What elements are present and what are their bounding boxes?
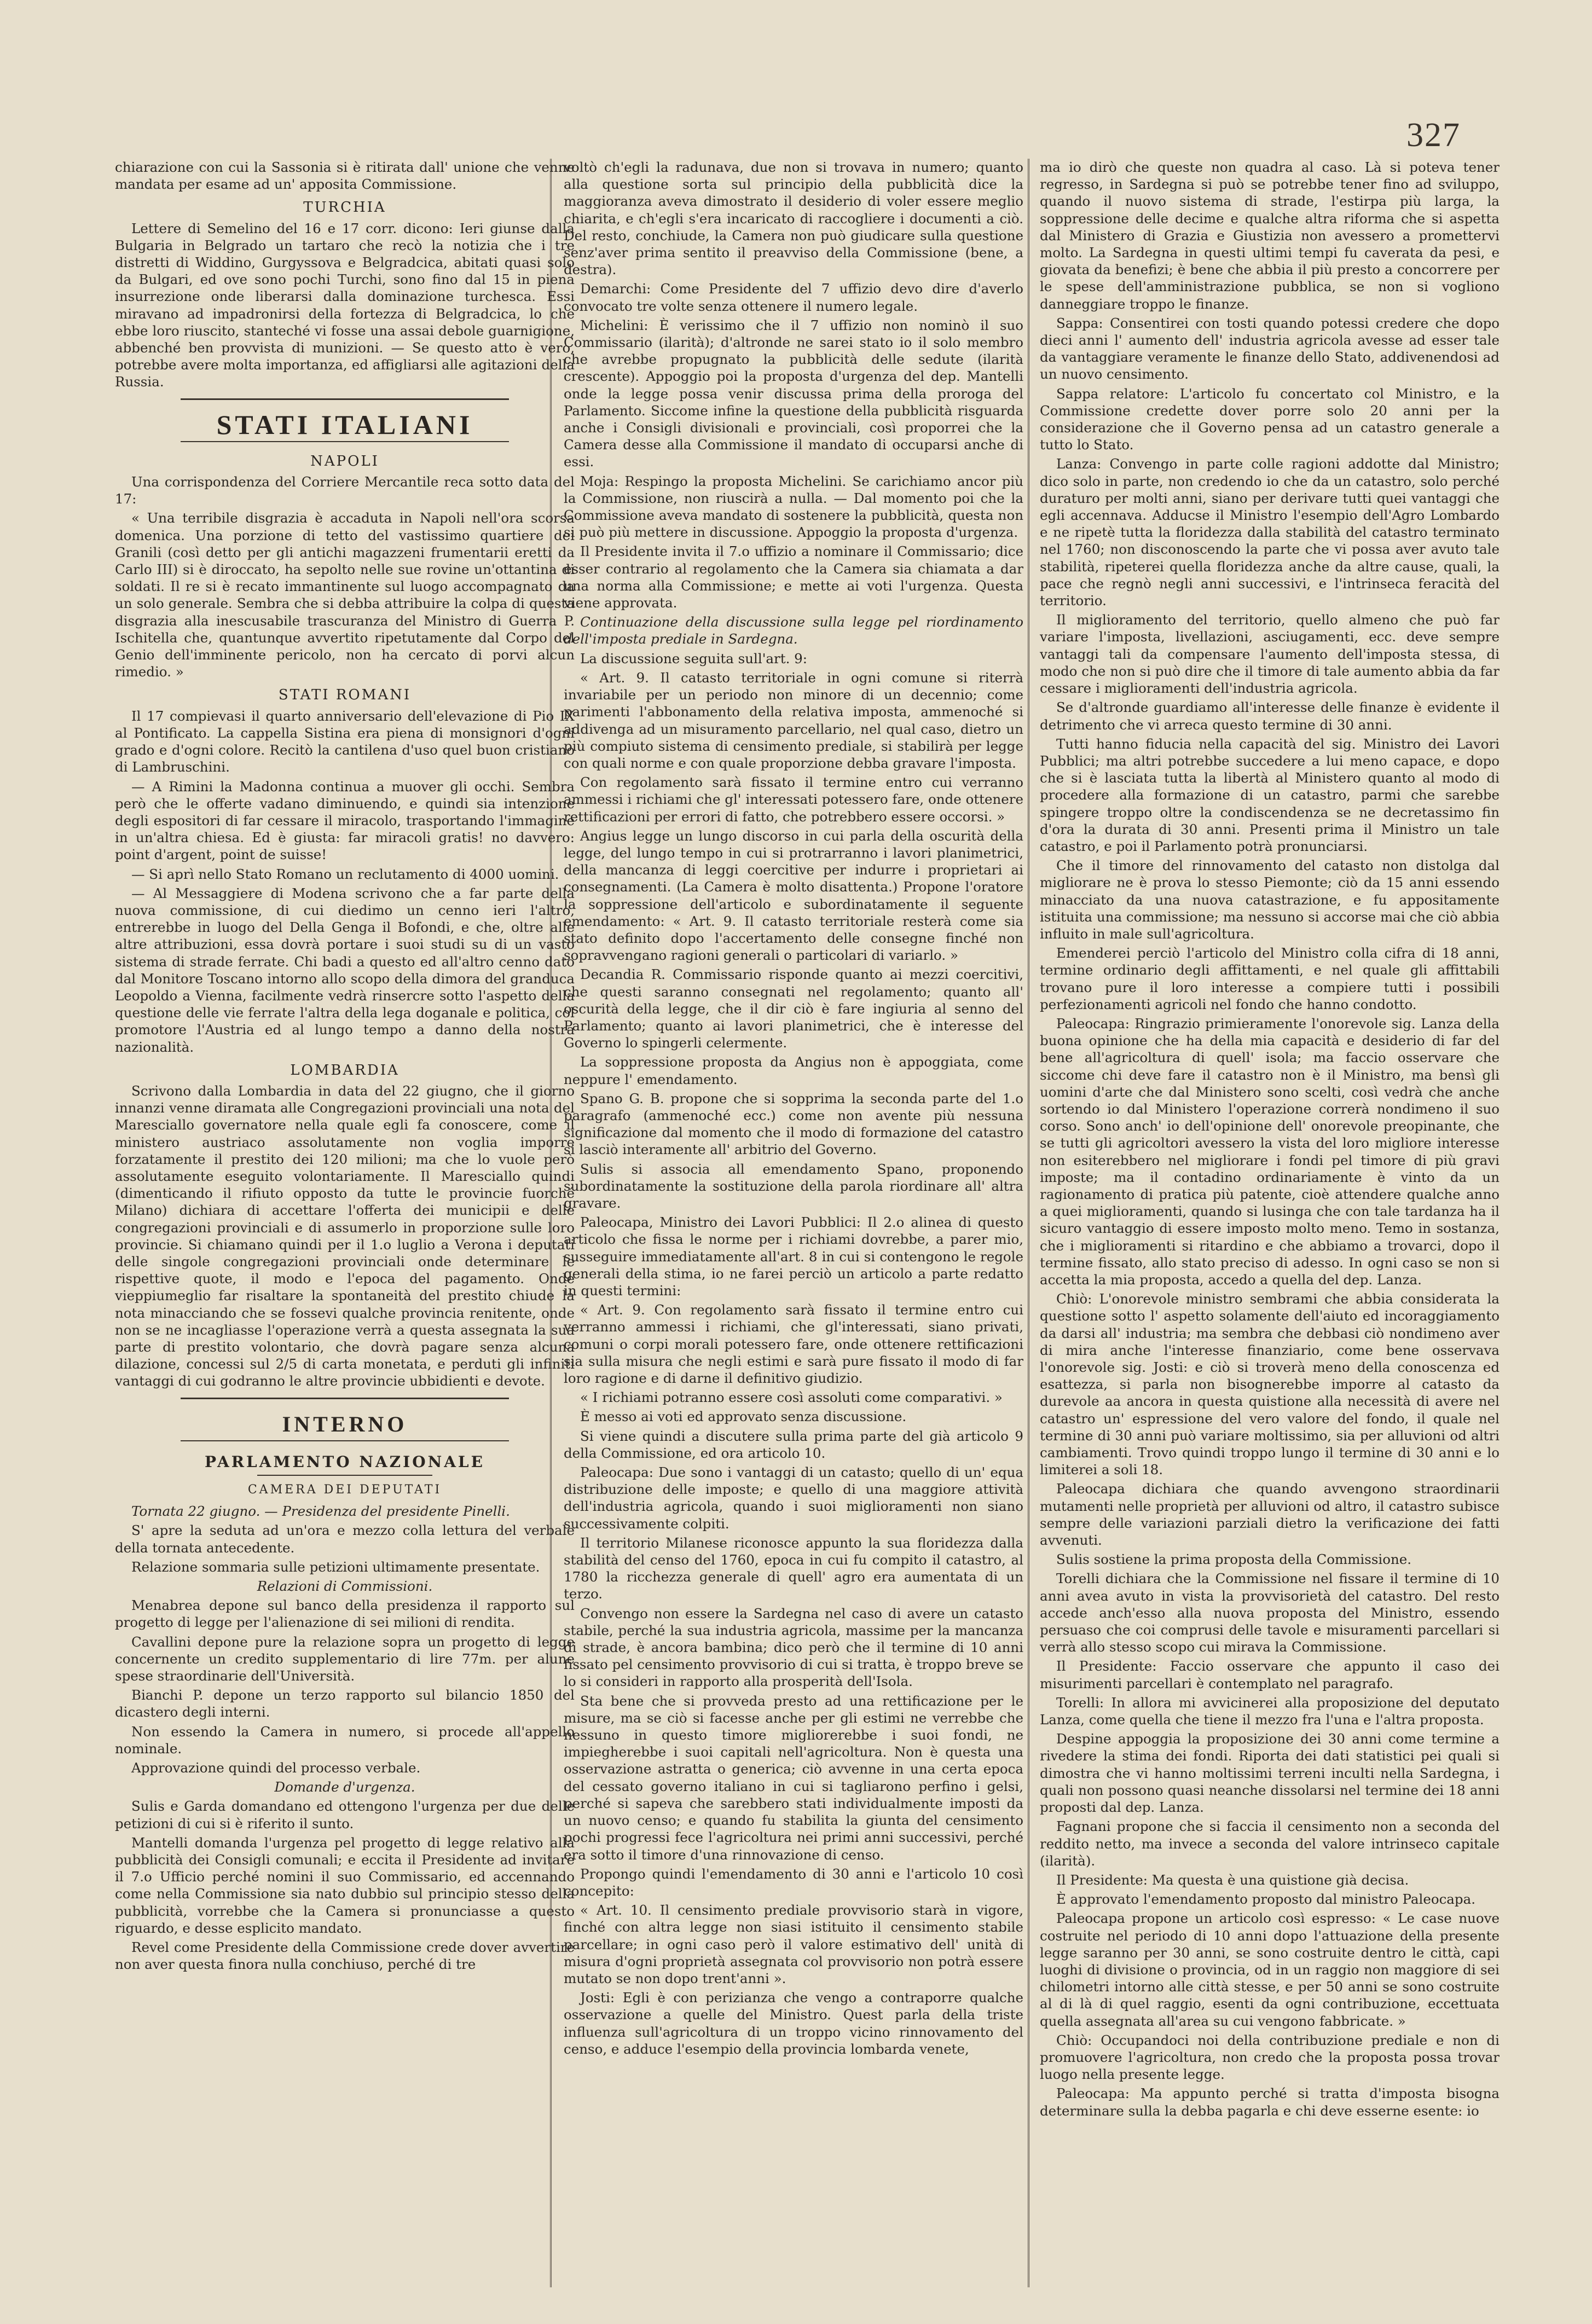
paragraph: — Si aprì nello Stato Romano un reclutamento di 4000 uomini.: [131, 866, 559, 882]
page-number: 327: [1406, 117, 1461, 154]
paragraph: Bianchi P. depone un terzo rapporto sul bilancio 1850 del dicastero degli interni.: [115, 1687, 575, 1720]
paragraph: Moja: Respingo la proposta Michelini. Se carichiamo ancor più la Commissione, non riuscirà a nulla. — Dal momento poi che la Commissione aveva mandato di sostenere la pubblicità, questa non si può più mettere in discussione. Appoggio la proposta d'urgenza.: [564, 473, 1023, 541]
paragraph: Paleocapa dichiara che quando avvengono straordinarii mutamenti nelle proprietà per alluvioni od altro, il catastro subisce sempre delle variazioni parziali dietro la verificazione dei fatti avvenuti.: [1040, 1481, 1500, 1549]
paragraph: Chiò: Occupandoci noi della contribuzione prediale e non di promuovere l'agricoltura, non credo che la proposta possa trovar luogo nella presente legge.: [1040, 2032, 1500, 2083]
column-2: [564, 159, 1023, 2060]
paragraph: Josti: Egli è con perizianza che vengo a contraporre qualche osservazione a quelle del Ministro. Quest parla della triste influenza sull'agricoltura di un troppo vicino rinnovamento del censo, e adduce l'esempio della provincia lombarda venete,: [564, 1990, 1023, 2057]
subheading: Relazioni di Commissioni.: [257, 1578, 433, 1595]
paragraph: Sta bene che si provveda presto ad una rettificazione per le misure, ma se ciò si facesse anche per gli estimi ne verrebbe che nessuno in questo timore migliorerebbe i suoi fondi, ne impiegherebbe i suoi capitali nell'agricoltura. Non è questa una osservazione astratta o generica; ciò avvenne in una certa epoca del cessato governo italiano in cui si tagliarono perfino i gelsi, perché si sapeva che sarebbero stati individualmente imposti da un nuovo censo; e quando fu stabilita la giunta del censimento pochi progressi fece l'agricoltura nei primi anni successivi, perché era sotto il timore d'una rinnovazione di censo.: [564, 1693, 1023, 1863]
divider: [257, 1475, 432, 1476]
divider: [181, 1440, 509, 1441]
subheading: Domande d'urgenza.: [274, 1779, 415, 1795]
paragraph: Torelli dichiara che la Commissione nel fissare il termine di 10 anni avea avuto in vista la provvisorietà del catastro. Del resto accede anch'esso alla nuova proposta del Ministro, essendo persuaso che coi comprusi delle tavole e misuramenti parcellari si verrà allo stesso scopo cui mirava la Commissione.: [1040, 1570, 1500, 1655]
paragraph: Lettere di Semelino del 16 e 17 corr. dicono: Ieri giunse dalla Bulgaria in Belgrado un tartaro che recò la notizia che i tre distretti di Widdino, Gurgyssova e Belgradcica, abitati quasi solo da Bulgari, ed ove sono pochi Turchi, sono fino dal 15 in piena insurrezione onde liberarsi dalla dominazione turchesca. Essi miravano ad impadronirsi della fortezza di Belgradcica, lo che ebbe loro riuscito, stanteché vi fosse una assai debole guarnigione, abbenché ben provvista di munizioni. — Se questo atto è vero, potrebbe avere molta importanza, ed affigliarsi alle agitazioni della Russia.: [115, 220, 575, 390]
paragraph: Sulis e Garda domandano ed ottengono l'urgenza per due delle petizioni di cui si è riferito il sunto.: [115, 1798, 575, 1832]
subheading: Continuazione della discussione sulla legge pel riordinamento dell'imposta prediale in Sardegna.: [564, 614, 1023, 647]
paragraph: Lanza: Convengo in parte colle ragioni addotte dal Ministro; dico solo in parte, non credendo io che da un catastro, solo perché duraturo per molti anni, siano per derivare tutti quei vantaggi che egli accennava. Adducse il Ministro l'esempio dell'Agro Lombardo e ne ripetè tutta la floridezza dalla stabilità del catastro terminato nel 1760; non disconoscendo la parte che vi possa aver avuto tale stabilità, ripeterei quella floridezza anche da altre cause, quali, la pace che regnò negli anni successivi, e l'intrinseca feracità del territorio.: [1040, 456, 1500, 609]
paragraph: « Art. 9. Con regolamento sarà fissato il termine entro cui verranno ammessi i richiami, che gl'interessati, siano privati, comuni o corpi morali potessero fare, onde ottenere rettificazioni sia sulla misura che negli estimi e sarà pure fissato il modo di far loro ragione e di darne il definitivo giudizio.: [564, 1302, 1023, 1387]
paragraph: Revel come Presidente della Commissione crede dover avvertire non aver questa finora nulla conchiuso, perché di tre: [115, 1939, 575, 1973]
section-heading-turchia: TURCHIA: [303, 199, 386, 216]
divider: [181, 441, 509, 442]
paragraph: S' apre la seduta ad un'ora e mezzo colla lettura del verbale della tornata antecedente.: [115, 1522, 575, 1556]
paragraph: Cavallini depone pure la relazione sopra un progetto di legge concernente un credito supplementario di lire 77m. per alune spese straordinarie dell'Università.: [115, 1633, 575, 1684]
paragraph: voltò ch'egli la radunava, due non si trovava in numero; quanto alla questione sorta sul principio della pubblicità dice la maggioranza aveva dimostrato il desiderio di voler essere meglio chiarita, e ch'egli s'era incaricato di raccogliere i documenti a ciò. Del resto, conchiude, la Camera non può giudicare sulla questione senz'aver prima sentito il preavviso della Commissione (bene, a destra).: [564, 159, 1023, 278]
paragraph: Approvazione quindi del processo verbale.: [131, 1760, 421, 1776]
paragraph: Paleocapa propone un articolo così espresso: « Le case nuove costruite nel periodo di 10 anni dopo l'attuazione della presente legge saranno per 30 anni, se sono costruite dentro le città, capi luoghi di divisione o provincia, od in un raggio non maggiore di sei chilometri intorno alle città stesse, e per 50 anni se sono costruite al di là di quel raggio, esenti da ogni contribuzione, eccettuata quella assegnata all'area su cui vengono fabbricate. »: [1040, 1910, 1500, 2029]
section-heading-lombardia: LOMBARDIA: [290, 1062, 400, 1079]
paragraph: Sulis si associa all emendamento Spano, proponendo subordinatamente la sostituzione della parola riordinare all' altra gravare.: [564, 1161, 1023, 1211]
paragraph: Scrivono dalla Lombardia in data del 22 giugno, che il giorno innanzi venne diramata alle Congregazioni provinciali una nota del Maresciallo governatore nella quale egli fa conoscere, come il ministero austriaco assolutamente non voglia imporre forzatamente il prestito dei 120 milioni; ma che lo vuole però assolutamente eseguito volontariamente. Il Maresciallo quindi (dimenticando il rifiuto opposto da tutte le provincie fuorché Milano) dichiara di accettare l'offerta dei municipii e delle congregazioni provinciali e di assumerlo in proporzione sulle loro provincie. Si chiamano quindi per il 1.o luglio a Verona i deputati delle singole congregazioni provinciali onde determinare le rispettive quote, il modo e l'epoca del pagamento. Onde vieppiumeglio far risaltare la spontaneità del prestito chiude la nota minacciando che se fossevi qualche provincia renitente, onde non se ne incagliasse l'operazione verrà a questa assegnata la sua parte di prestito volontario, che dovrà pagare senza alcuna dilazione, concessi sul 2/5 di carta monetata, e perduti gli infiniti vantaggi di cui godranno le altre provincie ubbidienti e devote.: [115, 1082, 575, 1389]
paragraph: È approvato l'emendamento proposto dal ministro Paleocapa.: [1056, 1891, 1475, 1908]
session-line: Tornata 22 giugno. — Presidenza del presidente Pinelli.: [131, 1503, 510, 1520]
paragraph: Michelini: È verissimo che il 7 uffizio non nominò il suo Commissario (ilarità); d'altronde ne sarei stato io il solo membro che avrebbe propugnato la pubblicità delle sedute (ilarità crescente). Appoggio poi la proposta d'urgenza del dep. Mantelli onde la legge possa venir discussa prima della proroga del Parlamento. Siccome infine la questione della pubblicità risguarda anche i Consigli divisionali e provinciali, così proporrei che la Camera desse alla Commissione il mandato di occuparsi anche di essi.: [564, 317, 1023, 470]
paragraph: Menabrea depone sul banco della presidenza il rapporto sul progetto di legge per l'alienazione di sei milioni di rendita.: [115, 1597, 575, 1631]
paragraph: Paleocapa: Due sono i vantaggi di un catasto; quello di un' equa distribuzione delle imposte; e quello di una maggiore attività dell'industria agricola, quando i suoi miglioramenti non siano successivamente colpiti.: [564, 1464, 1023, 1532]
paragraph: Mantelli domanda l'urgenza pel progetto di legge relativo alla pubblicità dei Consigli comunali; e eccita il Presidente ad invitare il 7.o Ufficio perché nomini il suo Commissario, ed accennando come nella Commissione sia nato dubbio sul principio stesso della pubblicità, vorrebbe che la Camera si pronunciasse a questo riguardo, e desse esplicito mandato.: [115, 1834, 575, 1936]
paragraph: Paleocapa: Ma appunto perché si tratta d'imposta bisogna determinare sulla la debba pagarla e chi deve esserne esente: io: [1040, 2085, 1500, 2119]
paragraph: È messo ai voti ed approvato senza discussione.: [580, 1409, 907, 1425]
paragraph: Il miglioramento del territorio, quello almeno che può far variare l'imposta, livellazioni, asciugamenti, ecc. deve sempre vantaggi tali da compensare l'aumento dell'imposta stessa, di modo che non si può dire che il timore di tale aumento abbia da far cessare i miglioramenti dell'industria agricola.: [1040, 612, 1500, 697]
paragraph: Despine appoggia la proposizione dei 30 anni come termine a rivedere la stima dei fondi. Riporta dei dati statistici pei quali si dimostra che vi hanno moltissimi terreni inculti nella Sardegna, i quali non possono quasi neanche dissolarsi nel termine dei 18 anni proposti dal dep. Lanza.: [1040, 1731, 1500, 1816]
paragraph: Paleocapa: Ringrazio primieramente l'onorevole sig. Lanza della buona opinione che ha della mia capacità e desiderio di far del bene all'agricoltura di quell' isola; ma faccio osservare che siccome chi deve fare il catastro non è il Ministro, ma bensì gli uomini d'arte che dal Ministero sono scelti, così vedrà che anche sortendo io dal Ministero l'operazione correrà nondimeno il suo corso. Sono anch' io dell'opinione dell' onorevole preopinante, che se tutti gli agricoltori avessero la vista del loro migliore interesse non esiterebbero nel migliorare i fondi pel timore di più gravi imposte; ma il contadino ordinariamente è vinto da un ragionamento di pratica più patente, cioè attendere qualche anno a quei miglioramenti, quando si lusinga che con tale tardanza ha il sicuro vantaggio di essere imposto molto meno. Temo in sostanza, che i miglioramenti si ritardino e che abbiamo a trovarci, dopo il termine fissato, allo stato preciso di adesso. In ogni caso se non si accetta la mia proposta, accedo a quella del dep. Lanza.: [1040, 1015, 1500, 1288]
paragraph: Convengo non essere la Sardegna nel caso di avere un catasto stabile, perché la sua industria agricola, massime per la mancanza di strade, è ancora bambina; dico però che il termine di 10 anni fissato pel censimento provvisorio di cui si tratta, è troppo breve se lo si consideri in rapporto alla prosperità dell'Isola.: [564, 1605, 1023, 1690]
divider: [181, 398, 509, 400]
headline-interno: INTERNO: [282, 1411, 408, 1436]
paragraph: — Al Messaggiere di Modena scrivono che a far parte della nuova commissione, di cui diedimo un cenno ieri l'altro, entrerebbe in luogo del Della Genga il Bofondi, e che, oltre alle altre attribuzioni, essa dovrà portare i suoi studi su di un vasto sistema di strade ferrate. Chi badi a questo ed all'altro cenno dato dal Monitore Toscano intorno allo scopo della dimora del granduca Leopoldo a Vienna, facilmente vedrà rinsercre sotto l'aspetto della questione delle vie ferrate l'altra della lega doganale e politica, col promotore l'Austria ed al lungo tempo a danno della nostra nazionalità.: [115, 885, 575, 1055]
paragraph: Con regolamento sarà fissato il termine entro cui verranno ammessi i richiami che gl' interessati potessero fare, onde ottenere rettificazioni per errori di fatto, che potrebbero essere occorsi. »: [564, 774, 1023, 825]
paragraph: Il Presidente: Ma questa è una quistione già decisa.: [1056, 1871, 1409, 1888]
section-heading-stati-romani: STATI ROMANI: [278, 687, 412, 704]
paragraph: Tutti hanno fiducia nella capacità del sig. Ministro dei Lavori Pubblici; ma altri potrebbe succedere a lui meno capace, e dopo che si è lasciata tutta la libertà al Ministero quanto al modo di procedere alla formazione di un catastro, parmi che sarebbe spingere troppo oltre la condiscendenza se ne decretassimo fin d'ora la durata di 30 anni. Presenti prima il Ministro un tale catastro, e poi il Parlamento potrà pronunciarsi.: [1040, 735, 1500, 854]
paragraph: Il Presidente: Faccio osservare che appunto il caso dei misurimenti parcellari è contemplato nel paragrafo.: [1040, 1658, 1500, 1691]
paragraph: Il territorio Milanese riconosce appunto la sua floridezza dalla stabilità del censo del 1760, epoca in cui fu compito il catastro, al 1780 la ricchezza generale di quell' agro era aumentata di un terzo.: [564, 1534, 1023, 1602]
paragraph: Torelli: In allora mi avvicinerei alla proposizione del deputato Lanza, come quella che tiene il mezzo fra l'una e l'altra proposta.: [1040, 1694, 1500, 1728]
paragraph: « Art. 10. Il censimento prediale provvisorio starà in vigore, finché con altra legge non siasi istituito il censimento stabile parcellare; in ogni caso però il valore estimativo dell' unità di misura d'ogni proprietà assegnata col provvisorio non potrà essere mutato se non dopo trent'anni ».: [564, 1902, 1023, 1986]
paragraph: Fagnani propone che si faccia il censimento non a seconda del reddito netto, ma invece a seconda del valore intrinseco capitale (ilarità).: [1040, 1818, 1500, 1869]
column-1: [115, 159, 575, 1975]
paragraph: « I richiami potranno essere così assoluti come comparativi. »: [580, 1389, 1003, 1406]
paragraph: Il Presidente invita il 7.o uffizio a nominare il Commissario; dice esser contrario al regolamento che la Camera sia chiamata a dar una norma alla Commissione; e mette ai voti l'urgenza. Questa viene approvata.: [564, 543, 1023, 611]
paragraph: Si viene quindi a discutere sulla prima parte del già articolo 9 della Commissione, ed ora articolo 10.: [564, 1428, 1023, 1461]
paragraph: Spano G. B. propone che si sopprima la seconda parte del 1.o paragrafo (ammenoché ecc.) come non avente più nessuna significazione dal momento che il modo di formazione del catastro si lasciò interamente all' arbitrio del Governo.: [564, 1090, 1023, 1158]
divider: [181, 1398, 509, 1399]
paragraph: Sappa relatore: L'articolo fu concertato col Ministro, e la Commissione credette dover porre solo 20 anni per la considerazione che il Governo pensa ad un catastro generale a tutto lo Stato.: [1040, 385, 1500, 453]
paragraph: ma io dirò che queste non quadra al caso. Là si poteva tener regresso, in Sardegna si può se potrebbe tener fino ad sviluppo, quando il nuovo sistema di strade, l'estirpa più larga, la soppressione delle decime e qualche altra riforma che si aspetta dal Ministero di Grazia e Giustizia non avessero a promettervi molto. La Sardegna in questi ultimi tempi fu caverata da pesi, e giovata da benefizi; è bene che abbia il più presto a concorrere per le spese dell'amministrazione pubblica, se non si vogliono danneggiare troppo le finanze.: [1040, 159, 1500, 312]
paragraph: Sappa: Consentirei con tosti quando potessi credere che dopo dieci anni l' aumento dell' industria agricola avesse ad esser tale da vantaggiare veramente le finanze dello Stato, addivenendosi ad un nuovo censimento.: [1040, 315, 1500, 382]
paragraph: Non essendo la Camera in numero, si procede all'appello nominale.: [115, 1723, 575, 1757]
paragraph: Che il timore del rinnovamento del catasto non distolga dal migliorare ne è prova lo stesso Piemonte; ciò da 15 anni essendo minacciato da una nuova catastrazione, e fu appositamente istituita una commissione; ma nessuno si accorse mai che ciò abbia influito in male sull'agricoltura.: [1040, 857, 1500, 942]
section-heading-napoli: NAPOLI: [310, 453, 379, 470]
paragraph: Sulis sostiene la prima proposta della Commissione.: [1056, 1551, 1412, 1568]
paragraph: Una corrispondenza del Corriere Mercantile reca sotto data del 17:: [115, 474, 575, 507]
paragraph: Relazione sommaria sulle petizioni ultimamente presentate.: [131, 1558, 540, 1575]
heading-camera: CAMERA DEI DEPUTATI: [247, 1483, 442, 1497]
paragraph: — A Rimini la Madonna continua a muover gli occhi. Sembra però che le offerte vadano diminuendo, e quindi sia intenzione degli espositori di far cessare il miracolo, trasportando l'immagine in un'altra chiesa. Ed è giusta: far miracoli gratis! no davvero: point d'argent, point de suisse!: [115, 778, 575, 863]
column-3: [1040, 159, 1500, 2122]
column-rule-2: [1028, 159, 1029, 2287]
headline-stati-italiani: STATI ITALIANI: [216, 409, 473, 440]
paragraph: Paleocapa, Ministro dei Lavori Pubblici: Il 2.o alinea di questo articolo che fissa le norme per i richiami dovrebbe, a parer mio, susseguire immediatamente all'art. 8 in cui si contengono le regole generali della stima, io ne farei perciò un articolo a parte redatto in questi termini:: [564, 1214, 1023, 1299]
paragraph: « Una terribile disgrazia è accaduta in Napoli nell'ora scorsa domenica. Una porzione di tetto del vastissimo quartiere dei Granili (così detto per gli antichi magazzeni frumentarii eretti da Carlo III) si è diroccato, ha sepolto nelle sue rovine un'ottantina di soldati. Il re si è recato immantinente sul luogo accompagnato da un solo generale. Sembra che si debba attribuire la colpa di questa disgrazia alla inescusabile trascuranza del Ministro di Guerra P. Ischitella che, quantunque avvertito ripetutamente dal Corpo del Genio dell'imminente pericolo, non ha cercato di porvi alcun rimedio. »: [115, 510, 575, 680]
paragraph: Angius legge un lungo discorso in cui parla della oscurità della legge, del lungo tempo in cui si protrarranno i lavori planimetrici, della mancanza di leggi coercitive per indurre i proprietari ai consegnamenti. (La Camera è molto disattenta.) Propone l'oratore la soppressione dell'articolo e subordinatamente il seguente emendamento: « Art. 9. Il catasto territoriale resterà come sia stato definito dopo l'accertamento delle consegne finché non sopravvengano ragioni generali o particolari di variarlo. »: [564, 827, 1023, 964]
paragraph: Demarchi: Come Presidente del 7 uffizio devo dire d'averlo convocato tre volte senza ottenere il numero legale.: [564, 281, 1023, 314]
paragraph: « Art. 9. Il catasto territoriale in ogni comune si riterrà invariabile per un periodo non minore di un decennio; come parimenti l'abbonamento della relativa imposta, ammenoché si addivenga ad un misuramento parcellario, nel qual caso, dietro un più compiuto sistema di censimento prediale, si stabilirà per legge con quali norme e con quale proporzione debba gravare l'imposta.: [564, 669, 1023, 771]
paragraph: Chiò: L'onorevole ministro sembrami che abbia considerata la questione sotto l' aspetto solamente dell'aiuto ed incoraggiamento da darsi all' industria; ma sembra che debbasi ciò nondimeno aver di mira anche l'interesse finanziario, come bene osservava l'onorevole sig. Josti: e ciò si troverà meno della conoscenza ed esattezza, si parla non bisognerebbe imporre al catasto da durevole aa ancora in questa quistione alla necessità di avere nel catastro un' espressione del vero valore del fondo, il quale nel termine di 30 anni può variare moltissimo, sia per alluvioni od altri cambiamenti. Trovo quindi troppo lungo il termine di 30 anni e lo limiterei a soli 18.: [1040, 1291, 1500, 1478]
heading-parlamento: PARLAMENTO NAZIONALE: [205, 1452, 485, 1471]
paragraph: La soppressione proposta da Angius non è appoggiata, come neppure l' emendamento.: [564, 1054, 1023, 1087]
paragraph: Se d'altronde guardiamo all'interesse delle finanze è evidente il detrimento che vi arreca questo termine di 30 anni.: [1040, 699, 1500, 733]
paragraph: Propongo quindi l'emendamento di 30 anni e l'articolo 10 così concepito:: [564, 1865, 1023, 1899]
paragraph: chiarazione con cui la Sassonia si è ritirata dall' unione che venne mandata per esame ad un' apposita Commissione.: [115, 159, 575, 193]
paragraph: Decandia R. Commissario risponde quanto ai mezzi coercitivi, che questi saranno consegnati nel regolamento; quanto all' oscurità della legge, che il dir ciò è fare ingiuria al senno del Parlamento; quanto ai lavori planimetrici, che è interesse del Governo lo spingerli celermente.: [564, 966, 1023, 1051]
paragraph: La discussione seguita sull'art. 9:: [580, 650, 808, 667]
paragraph: Il 17 compievasi il quarto anniversario dell'elevazione di Pio IX al Pontificato. La cappella Sistina era piena di monsignori d'ogni grado e d'ogni colore. Recitò la cantilena d'uso quel buon cristiano di Lambruschini.: [115, 708, 575, 775]
paragraph: Emenderei perciò l'articolo del Ministro colla cifra di 18 anni, termine ordinario degli affittamenti, e nel quale gli affittabili trovano pure il loro interesse a compiere tutti i possibili perfezionamenti agricoli nel fondo che hanno condotto.: [1040, 945, 1500, 1012]
